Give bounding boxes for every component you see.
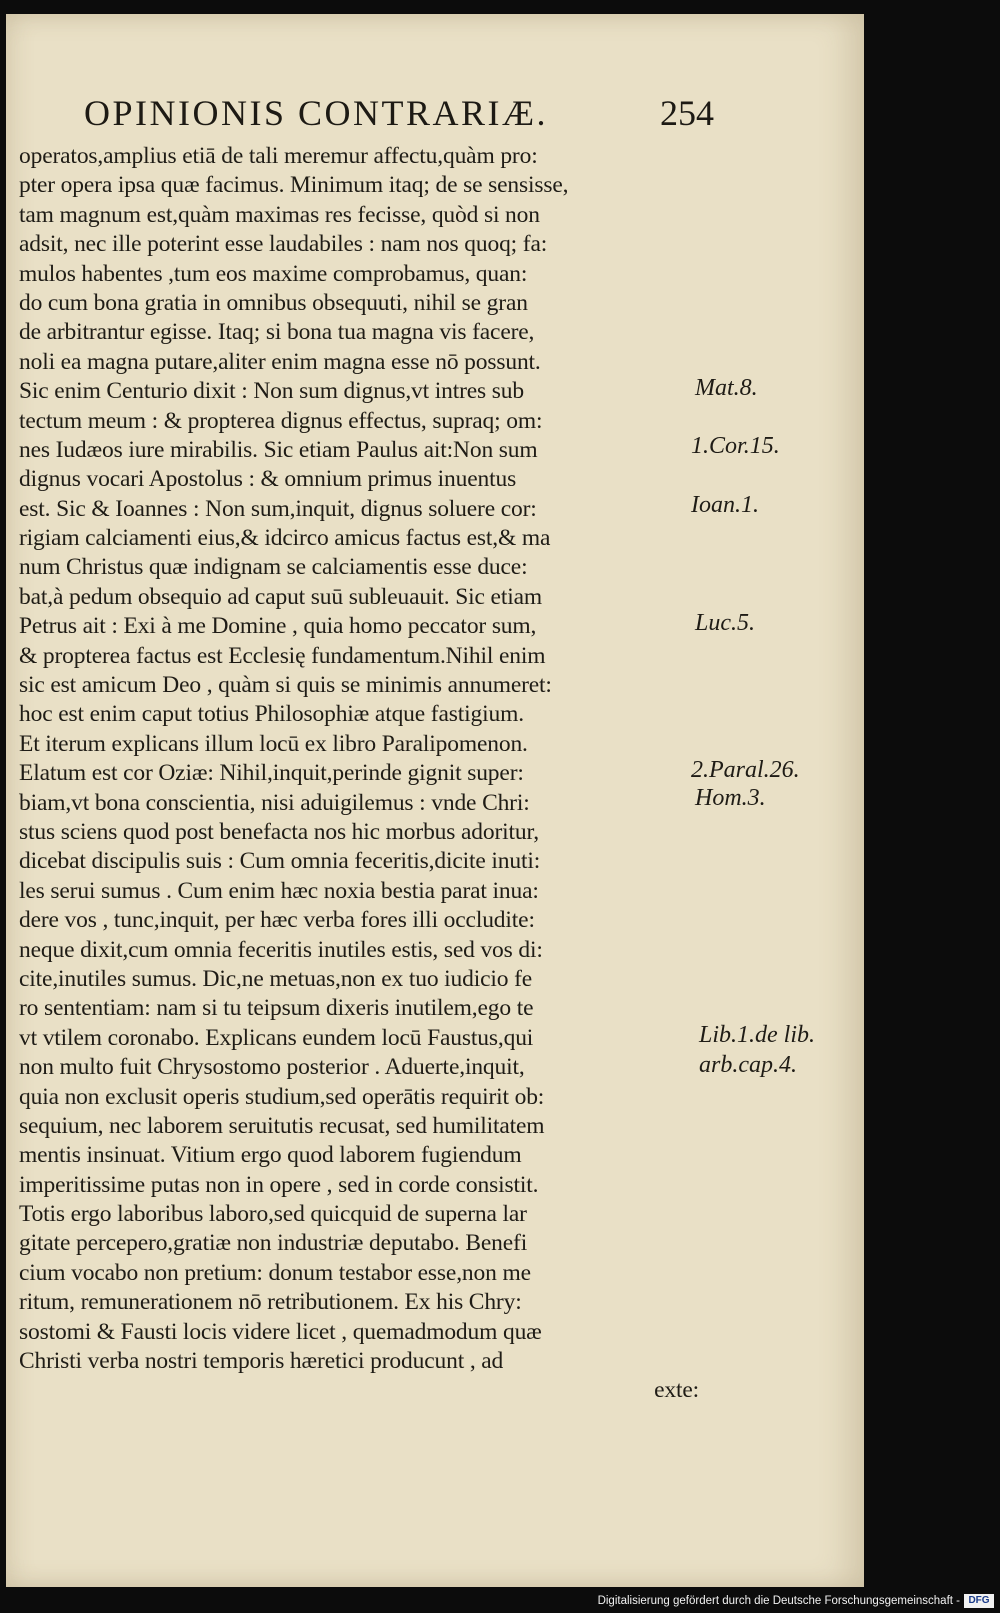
text-line: Et iterum explicans illum locū ex libro Paralipomenon. — [19, 730, 528, 757]
text-line: vt vtilem coronabo. Explicans eundem locū Faustus,qui — [19, 1024, 534, 1051]
text-line: neque dixit,cum omnia feceritis inutiles estis, sed vos di: — [19, 936, 543, 963]
text-line: Totis ergo laboribus laboro,sed quicquid de superna lar — [19, 1201, 527, 1228]
margin-note: Hom.3. — [695, 785, 766, 811]
body-text — [19, 142, 699, 1406]
text-line: tam magnum est,quàm maximas res fecisse, quòd si non — [19, 201, 540, 228]
text-line: les serui sumus . Cum enim hæc noxia bestia parat inua: — [19, 877, 539, 904]
book-page — [6, 14, 864, 1587]
footer-credit: Digitalisierung gefördert durch die Deutsche Forschungsgemeinschaft - — [597, 1595, 960, 1607]
page-number: 254 — [660, 93, 714, 133]
text-line: mulos habentes ,tum eos maxime comprobamus, quan: — [19, 260, 528, 287]
text-line: dicebat discipulis suis : Cum omnia feceritis,dicite inuti: — [19, 848, 541, 875]
text-line: sequium, nec laborem seruitutis recusat, sed humilitatem — [19, 1112, 545, 1139]
text-line: noli ea magna putare,aliter enim magna esse nō possunt. — [19, 348, 541, 375]
text-line: hoc est enim caput totius Philosophiæ atque fastigium. — [19, 701, 524, 728]
margin-note: 1.Cor.15. — [691, 433, 780, 459]
text-line: dignus vocari Apostolus : & omnium primus inuentus — [19, 466, 517, 493]
margin-note: 2.Paral.26. — [691, 757, 800, 783]
margin-note: arb.cap.4. — [699, 1052, 797, 1078]
text-line: & propterea factus est Ecclesię fundamentum.Nihil enim — [19, 642, 546, 669]
text-line: Sic enim Centurio dixit : Non sum dignus,vt intres sub — [19, 378, 524, 405]
text-line: bat,à pedum obsequio ad caput suū subleuauit. Sic etiam — [19, 583, 542, 610]
running-title: OPINIONIS CONTRARIÆ. — [84, 93, 549, 133]
text-line: stus sciens quod post benefacta nos hic morbus adoritur, — [19, 818, 539, 845]
catchword: exte: — [654, 1377, 699, 1404]
dfg-logo-icon: DFG — [964, 1594, 994, 1608]
text-line: sic est amicum Deo , quàm si quis se minimis annumeret: — [19, 672, 552, 699]
text-line: Petrus ait : Exi à me Domine , quia homo peccator sum, — [19, 613, 537, 640]
text-line: ro sententiam: nam si tu teipsum dixeris inutilem,ego te — [19, 995, 534, 1022]
text-line: mentis insinuat. Vitium ergo quod laborem fugiendum — [19, 1142, 522, 1169]
text-line: non multo fuit Chrysostomo posterior . Aduerte,inquit, — [19, 1054, 525, 1081]
text-line: gitate percepero,gratiæ non industriæ deputabo. Benefi — [19, 1230, 528, 1257]
text-line: operatos,amplius etiā de tali meremur affectu,quàm pro: — [19, 143, 538, 169]
text-line: de arbitrantur egisse. Itaq; si bona tua magna vis facere, — [19, 319, 535, 346]
footer-bar — [0, 1587, 1000, 1613]
text-line: dere vos , tunc,inquit, per hæc verba fores illi occludite: — [19, 907, 535, 934]
text-line: rigiam calciamenti eius,& idcirco amicus factus est,& ma — [19, 525, 551, 552]
text-line: quia non exclusit operis studium,sed operātis requirit ob: — [19, 1083, 545, 1110]
text-line: cite,inutiles sumus. Dic,ne metuas,non ex tuo iudicio fe — [19, 965, 533, 992]
text-line: imperitissime putas non in opere , sed in corde consistit. — [19, 1171, 539, 1198]
margin-note: Mat.8. — [695, 375, 758, 401]
text-line: Christi verba nostri temporis hæretici producunt , ad — [19, 1348, 504, 1375]
margin-note: Ioan.1. — [691, 492, 759, 518]
text-line: sostomi & Fausti locis videre licet , quemadmodum quæ — [19, 1318, 542, 1345]
text-line: do cum bona gratia in omnibus obsequuti, nihil se gran — [19, 289, 528, 316]
page-header — [74, 84, 714, 136]
text-line: cium vocabo non pretium: donum testabor esse,non me — [19, 1259, 531, 1286]
text-line: pter opera ipsa quæ facimus. Minimum itaq; de se sensisse, — [19, 172, 569, 199]
text-line: ritum, remunerationem nō retributionem. Ex his Chry: — [19, 1289, 522, 1316]
text-line: adsit, nec ille poterint esse laudabiles : nam nos quoq; fa: — [19, 231, 548, 258]
text-line: tectum meum : & propterea dignus effectus, supraq; om: — [19, 407, 543, 434]
margin-note: Luc.5. — [695, 610, 755, 636]
margin-note: Lib.1.de lib. — [699, 1022, 816, 1048]
text-line: num Christus quæ indignam se calciamentis esse duce: — [19, 554, 528, 581]
text-line: biam,vt bona conscientia, nisi aduigilemus : vnde Chri: — [19, 789, 530, 816]
text-line: nes Iudæos iure mirabilis. Sic etiam Paulus ait:Non sum — [19, 436, 538, 463]
text-line: Elatum est cor Oziæ: Nihil,inquit,perinde gignit super: — [19, 760, 524, 787]
text-line: est. Sic & Ioannes : Non sum,inquit, dignus soluere cor: — [19, 495, 537, 522]
